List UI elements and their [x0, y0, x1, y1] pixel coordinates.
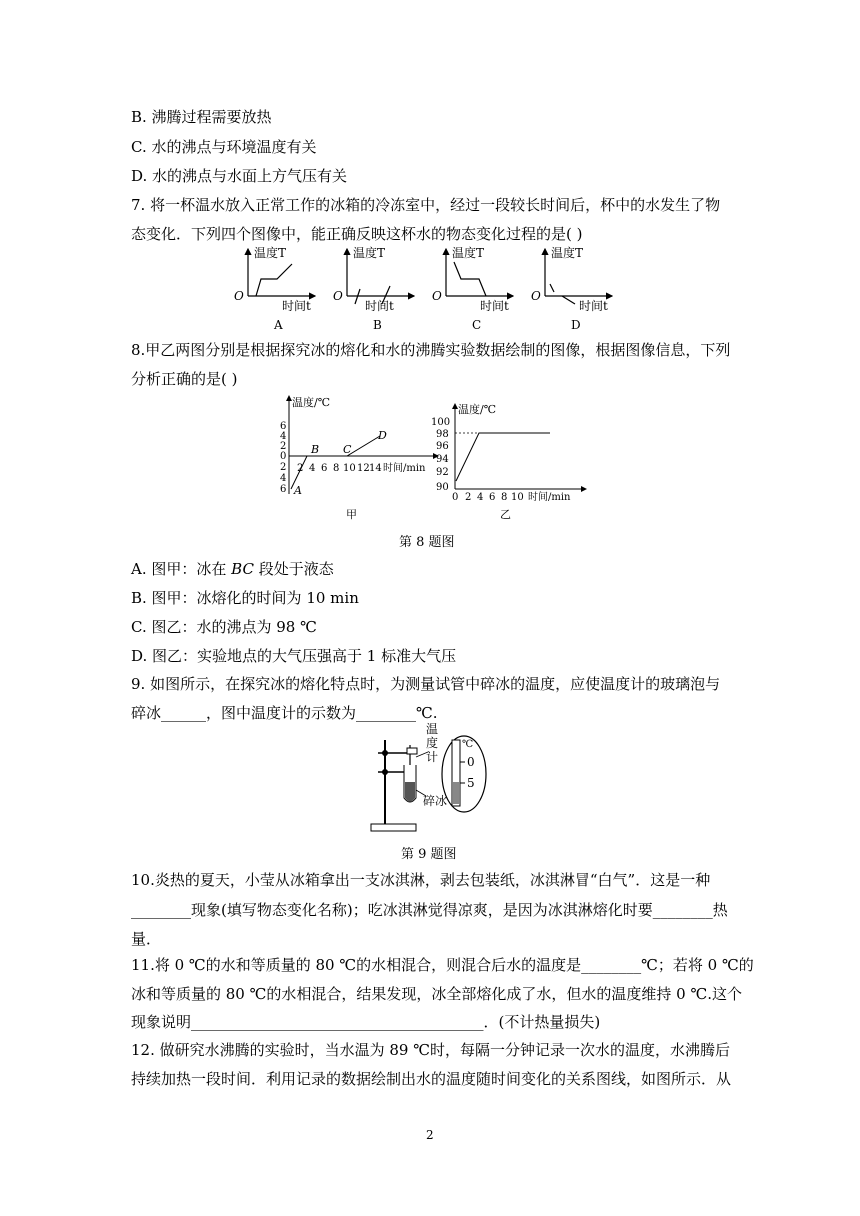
svg-text:2: 2 — [280, 441, 287, 452]
graph-d-xlabel: 时间t — [579, 299, 608, 313]
svg-text:2: 2 — [465, 492, 472, 503]
svg-text:10: 10 — [343, 463, 356, 474]
svg-text:94: 94 — [436, 454, 449, 465]
q7-graph-c — [432, 245, 513, 332]
svg-text:6: 6 — [489, 492, 496, 503]
graph-c-origin: O — [432, 289, 442, 303]
svg-text:0: 0 — [280, 451, 287, 462]
svg-text:6: 6 — [280, 484, 287, 495]
graph-b-origin: O — [333, 289, 343, 303]
jia-name: 甲 — [346, 508, 357, 521]
svg-text:96: 96 — [436, 441, 449, 452]
page-number: 2 — [426, 1128, 434, 1142]
svg-text:0: 0 — [452, 492, 459, 503]
svg-text:5: 5 — [467, 776, 475, 790]
graph-d-origin: O — [531, 289, 541, 303]
svg-text:D: D — [378, 429, 387, 442]
q8-graph-jia — [280, 395, 438, 521]
yi-ylabel: 温度/℃ — [458, 403, 497, 416]
q7-graphs — [230, 244, 630, 334]
q8-option-c: C. 图乙：水的沸点为 98 ℃ — [131, 618, 317, 636]
ice-label: 碎冰 — [423, 794, 448, 808]
graph-b-ylabel: 温度T — [353, 246, 386, 260]
graph-b-option: B — [373, 318, 382, 332]
yi-xlabel: 时间/min — [528, 492, 571, 503]
svg-text:6: 6 — [321, 463, 328, 474]
svg-text:92: 92 — [436, 467, 449, 478]
graph-c-xlabel: 时间t — [480, 299, 509, 313]
q11-stem-line1: 11.将 0 ℃的水和等质量的 80 ℃的水相混合，则混合后水的温度是________℃；若将 0 ℃的 — [131, 956, 754, 974]
q11-stem-line3: 现象说明_______________________________________．(不计热量损失) — [131, 1013, 601, 1031]
q8-graphs — [268, 392, 598, 522]
q8-figure-caption: 第 8 题图 — [399, 535, 455, 550]
graph-c-option: C — [472, 318, 482, 332]
q9-stem-line2: 碎冰______，图中温度计的示数为________℃. — [131, 704, 438, 722]
svg-text:4: 4 — [477, 492, 484, 503]
q10-stem-line2: ________现象(填写物态变化名称)；吃冰淇淋觉得凉爽，是因为冰淇淋熔化时要________热 — [131, 901, 728, 919]
q7-graph-d — [531, 245, 612, 332]
q8-option-d: D. 图乙：实验地点的大气压强高于 1 标准大气压 — [131, 647, 457, 665]
svg-text:6: 6 — [280, 421, 287, 432]
svg-text:2: 2 — [280, 462, 287, 473]
svg-text:8: 8 — [333, 463, 340, 474]
svg-text:90: 90 — [436, 482, 449, 493]
q6-option-d: D. 水的沸点与水面上方气压有关 — [131, 167, 348, 185]
svg-text:14: 14 — [369, 463, 382, 474]
svg-text:度: 度 — [426, 736, 439, 750]
q7-graph-b — [333, 245, 414, 332]
jia-xlabel: 时间/min — [383, 463, 426, 474]
q6-option-c: C. 水的沸点与环境温度有关 — [131, 138, 317, 156]
graph-a-xlabel: 时间t — [282, 299, 311, 313]
q9-figure-caption: 第 9 题图 — [401, 847, 457, 862]
graph-a-ylabel: 温度T — [254, 246, 287, 260]
q11-stem-line2: 冰和等质量的 80 ℃的水相混合，结果发现，冰全部熔化成了水，但水的温度维持 0 ℃.这个 — [131, 985, 743, 1003]
graph-d-ylabel: 温度T — [551, 246, 584, 260]
q8-stem-line2: 分析正确的是( ) — [131, 370, 238, 388]
svg-text:C: C — [343, 443, 352, 456]
graph-c-ylabel: 温度T — [452, 246, 485, 260]
svg-text:B: B — [311, 443, 320, 456]
q8-option-a: A. 图甲：冰在 BC 段处于液态 — [131, 560, 334, 578]
graph-b-xlabel: 时间t — [365, 299, 394, 313]
svg-text:8: 8 — [501, 492, 508, 503]
svg-text:℃: ℃ — [462, 739, 474, 750]
svg-text:100: 100 — [431, 417, 451, 428]
q8-option-b: B. 图甲：冰熔化的时间为 10 min — [131, 589, 359, 607]
q9-stem-line1: 9. 如图所示，在探究冰的熔化特点时，为测量试管中碎冰的温度，应使温度计的玻璃泡与 — [131, 675, 721, 693]
svg-text:计: 计 — [426, 750, 439, 764]
svg-text:A: A — [294, 484, 302, 497]
svg-text:4: 4 — [280, 431, 287, 442]
q12-stem-line2: 持续加热一段时间．利用记录的数据绘制出水的温度随时间变化的关系图线，如图所示．从 — [131, 1070, 732, 1088]
svg-text:4: 4 — [280, 473, 287, 484]
svg-text:98: 98 — [436, 429, 449, 440]
svg-text:4: 4 — [309, 463, 316, 474]
q10-stem-line3: 量． — [131, 930, 162, 948]
svg-text:0: 0 — [467, 755, 475, 769]
graph-a-origin: O — [234, 289, 244, 303]
svg-text:温: 温 — [426, 722, 439, 736]
graph-d-option: D — [571, 318, 581, 332]
q7-stem-line1: 7. 将一杯温水放入正常工作的冰箱的冷冻室中，经过一段较长时间后，杯中的水发生了物 — [131, 196, 721, 214]
q10-stem-line1: 10.炎热的夏天，小莹从冰箱拿出一支冰淇淋，剥去包装纸，冰淇淋冒“白气”．这是一种 — [131, 871, 711, 889]
svg-text:12: 12 — [357, 463, 370, 474]
yi-name: 乙 — [500, 508, 511, 521]
graph-a-option: A — [274, 318, 283, 332]
svg-text:10: 10 — [511, 492, 524, 503]
svg-text:2: 2 — [297, 463, 304, 474]
q9-apparatus-figure — [368, 720, 492, 838]
q7-stem-line2: 态变化．下列四个图像中，能正确反映这杯水的物态变化过程的是( ) — [131, 225, 583, 243]
q7-graph-a — [234, 245, 315, 332]
jia-ylabel: 温度/℃ — [292, 396, 331, 409]
q8-graph-yi — [431, 402, 586, 521]
q6-option-b: B. 沸腾过程需要放热 — [131, 108, 272, 126]
q8-stem-line1: 8.甲乙两图分别是根据探究冰的熔化和水的沸腾实验数据绘制的图像，根据图像信息，下列 — [131, 341, 731, 359]
q12-stem-line1: 12. 做研究水沸腾的实验时，当水温为 89 ℃时，每隔一分钟记录一次水的温度，水沸腾后 — [131, 1041, 731, 1059]
